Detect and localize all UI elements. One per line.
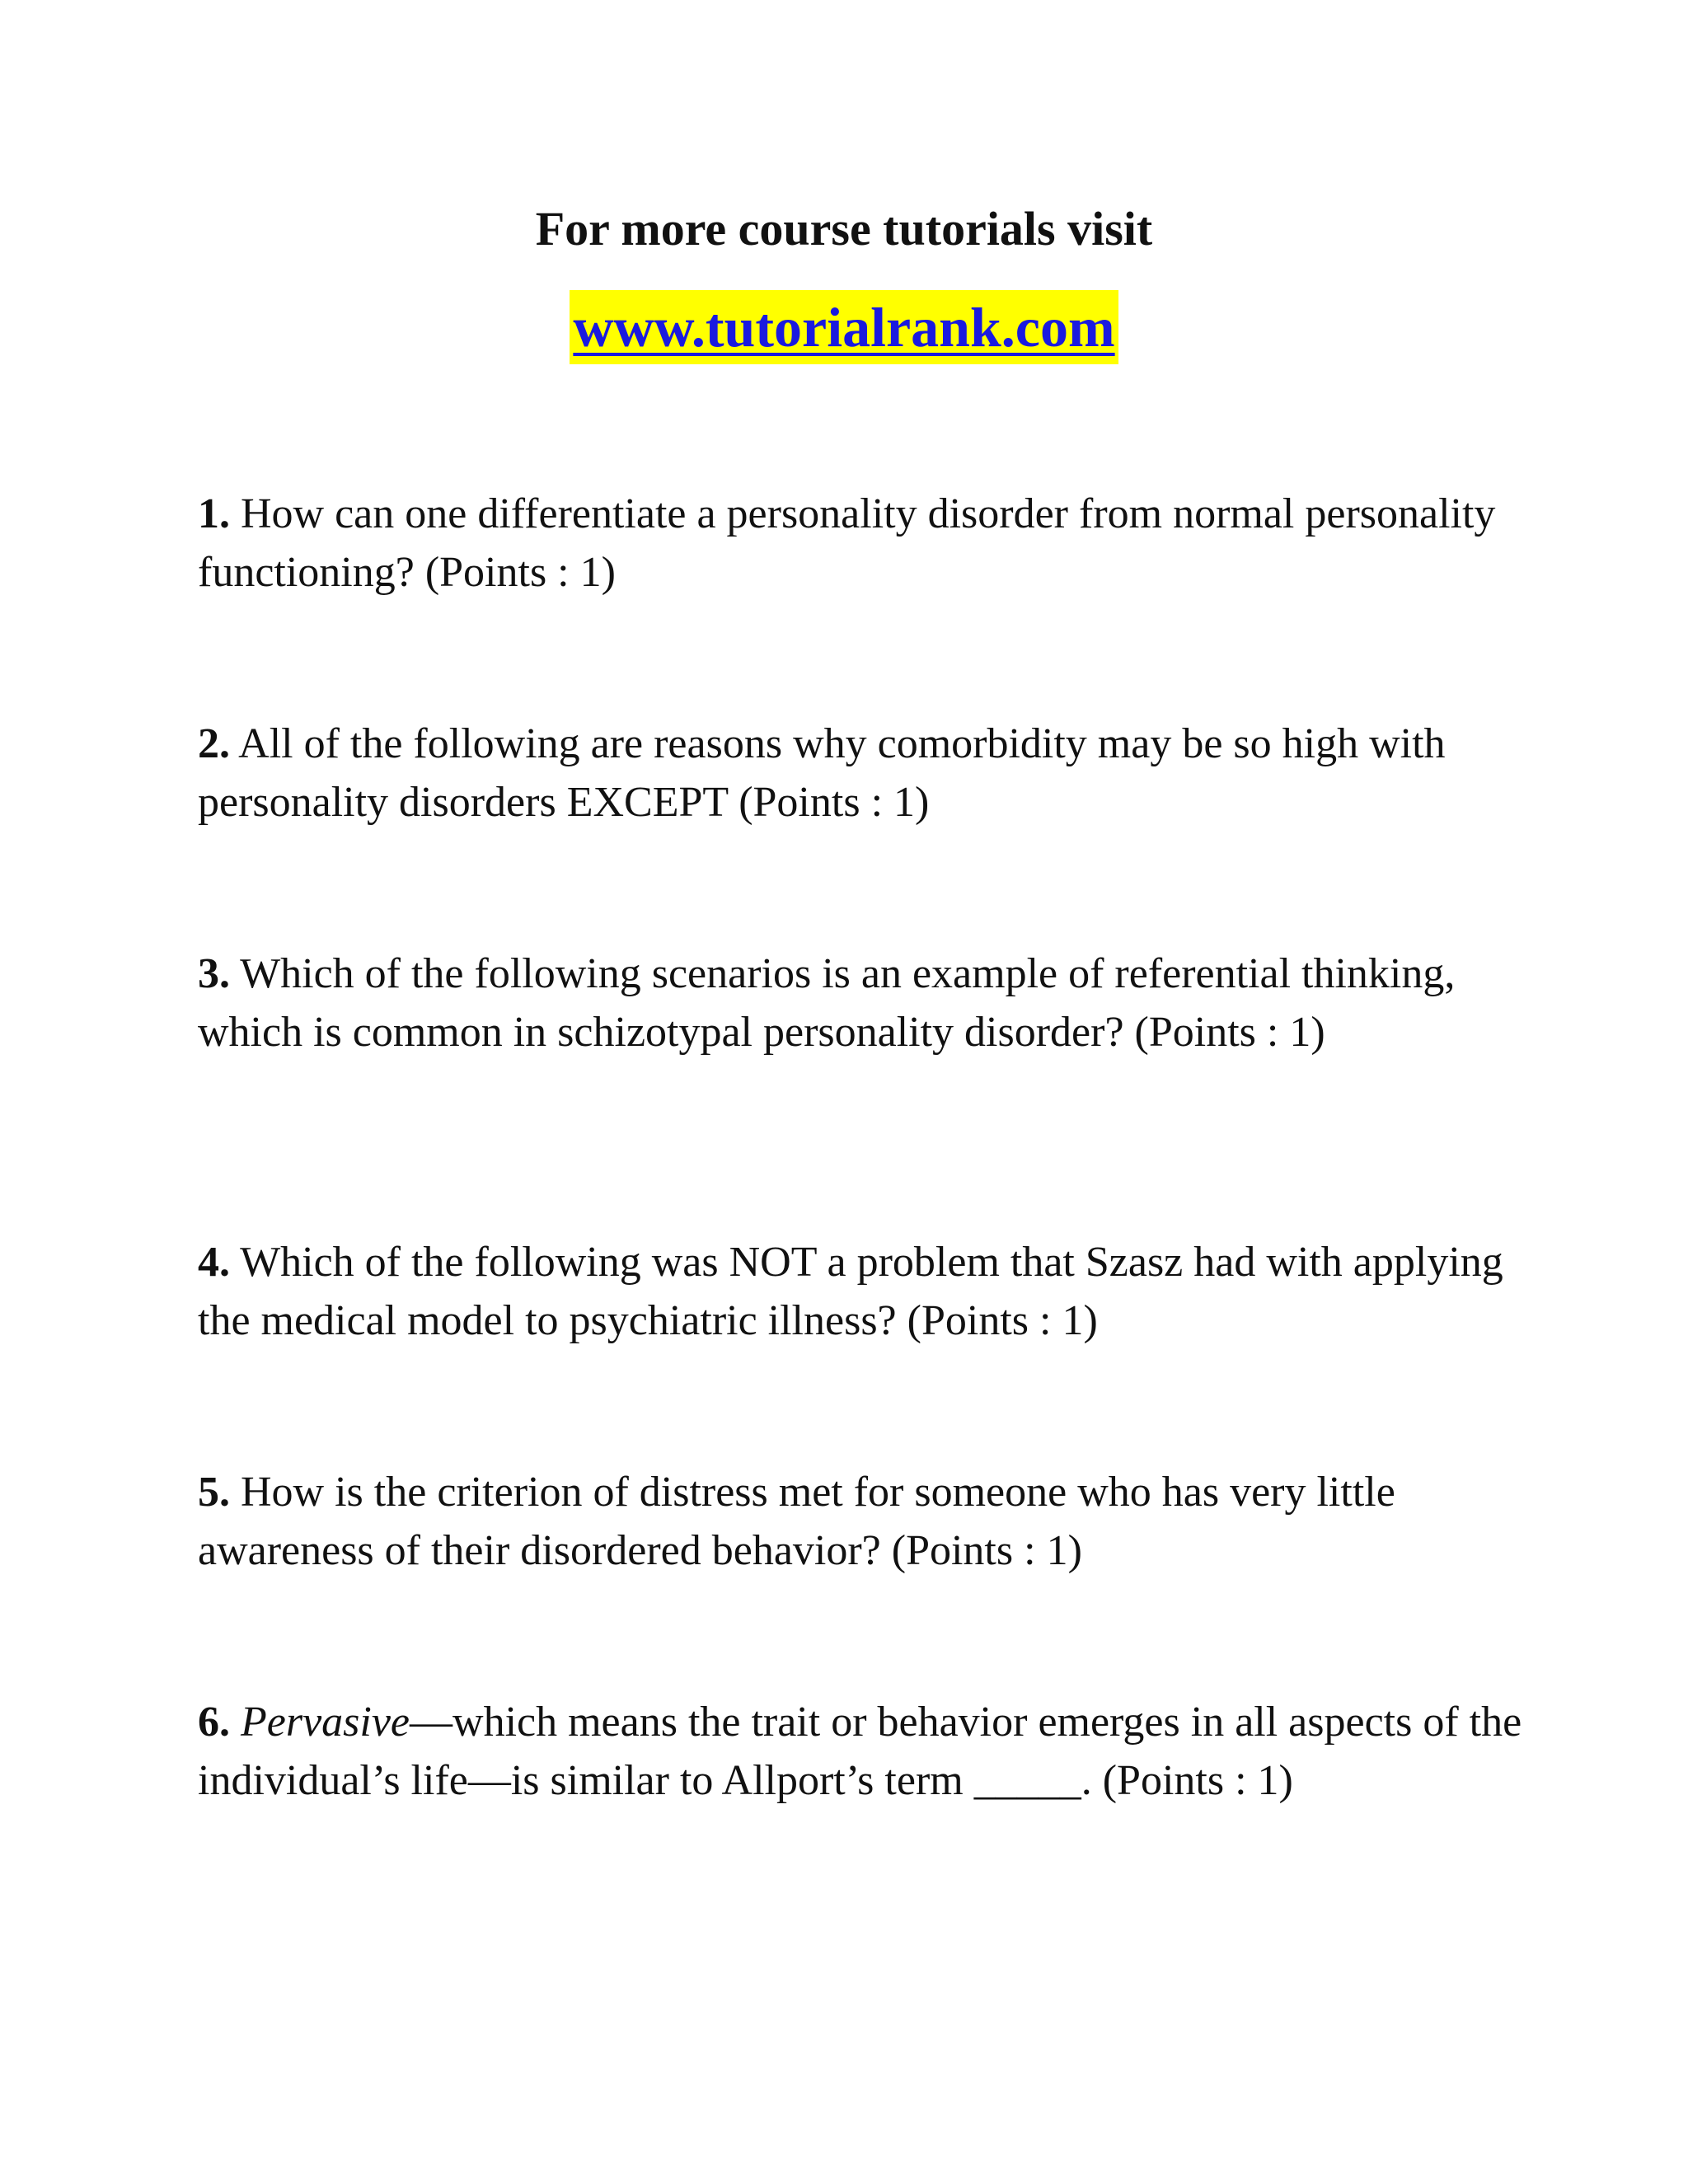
question-2: [198, 715, 1550, 832]
question-number: 1.: [198, 490, 230, 537]
question-text: How can one differentiate a personality disorder from normal personality functioning? (Points : 1): [198, 490, 1496, 596]
question-number: 3.: [198, 950, 230, 997]
question-number: 6.: [198, 1699, 230, 1746]
question-text: —which means the trait or behavior emerges in all aspects of the individual’s life—is similar to Allport’s term _____. (Points : 1): [198, 1699, 1522, 1804]
page-title: For more course tutorials visit: [535, 202, 1153, 255]
question-6: [198, 1693, 1550, 1810]
question-1: [198, 485, 1550, 602]
question-3: [198, 944, 1550, 1062]
question-text: All of the following are reasons why comorbidity may be so high with personality disorders EXCEPT (Points : 1): [198, 720, 1446, 826]
question-4: [198, 1233, 1550, 1350]
link-container: [0, 290, 1688, 364]
question-5: [198, 1463, 1550, 1580]
question-number: 5.: [198, 1469, 230, 1516]
question-text: How is the criterion of distress met for someone who has very little awareness of their disordered behavior? (Points : 1): [198, 1469, 1395, 1574]
question-text: Which of the following was NOT a problem that Szasz had with applying the medical model to psychiatric illness? (Points : 1): [198, 1239, 1503, 1344]
question-number: 2.: [198, 720, 230, 767]
question-text: Which of the following scenarios is an example of referential thinking, which is common in schizotypal personality disorder? (Points : 1): [198, 950, 1456, 1056]
tutorial-site-link[interactable]: www.tutorialrank.com: [570, 290, 1118, 364]
italic-term: Pervasive: [241, 1699, 410, 1746]
question-number: 4.: [198, 1239, 230, 1286]
